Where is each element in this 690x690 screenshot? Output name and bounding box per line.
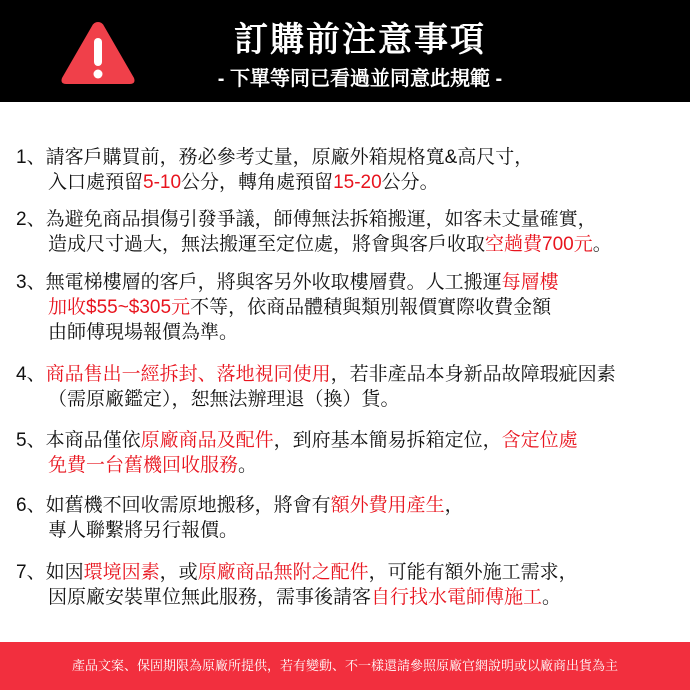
notice-text: 不等，依商品體積與類別報價實際收費金額 xyxy=(190,297,552,318)
notice-line xyxy=(16,145,533,170)
notice-item xyxy=(16,428,578,478)
notice-line xyxy=(16,560,578,585)
notice-text: ，若非產品本身新品故障瑕疵因素 xyxy=(330,364,616,385)
notice-text: （需原廠鑑定），恕無法辦理退（換）貨。 xyxy=(48,389,400,410)
notice-line xyxy=(16,585,578,610)
notice-header xyxy=(0,0,690,102)
highlight-text: 環境因素 xyxy=(83,562,160,583)
highlight-text: 含定位處 xyxy=(501,430,578,451)
notice-text: ， xyxy=(444,495,464,516)
notice-text: 1、請客戶購買前，務必參考丈量，原廠外箱規格寬&高尺寸， xyxy=(16,147,534,168)
notice-line xyxy=(16,493,464,518)
notice-line xyxy=(16,295,559,320)
highlight-text: 加收$55~$305元 xyxy=(48,297,191,318)
notice-text: ，到府基本簡易拆箱定位， xyxy=(273,430,502,451)
notice-text: ，可能有額外施工需求， xyxy=(368,562,578,583)
notice-line xyxy=(16,453,578,478)
notice-text: 公分。 xyxy=(381,172,439,193)
notice-text: 入口處預留 xyxy=(48,172,144,193)
notice-line xyxy=(16,207,612,232)
notice-line xyxy=(16,518,464,543)
notice-item xyxy=(16,270,559,345)
notice-line xyxy=(16,270,559,295)
notice-line xyxy=(16,320,559,345)
notice-text: 6、如舊機不回收需原地搬移，將會有 xyxy=(16,495,331,516)
notice-text: 2、為避免商品損傷引發爭議，師傅無法拆箱搬運，如客未丈量確實， xyxy=(16,209,597,230)
notice-text: 3、無電梯樓層的客戶，將與客另外收取樓層費。人工搬運 xyxy=(16,272,502,293)
notice-text: ，或 xyxy=(159,562,198,583)
highlight-text: 15-20 xyxy=(333,172,382,193)
notice-item xyxy=(16,493,464,543)
highlight-text: 自行找水電師傅施工 xyxy=(371,587,543,608)
notice-text: 5、本商品僅依 xyxy=(16,430,141,451)
notice-text: 。 xyxy=(542,587,562,608)
notice-item xyxy=(16,560,578,610)
notice-text: 因原廠安裝單位無此服務，需事後請客 xyxy=(48,587,372,608)
highlight-text: 免費一台舊機回收服務 xyxy=(48,455,239,476)
highlight-text: 每層樓 xyxy=(501,272,559,293)
notice-text: 。 xyxy=(592,234,612,255)
notice-line xyxy=(16,232,612,257)
notice-text: 專人聯繫將另行報價。 xyxy=(48,520,239,541)
notice-text: 造成尺寸過大，無法搬運至定位處，將會與客戶收取 xyxy=(48,234,486,255)
notice-text: 7、如因 xyxy=(16,562,84,583)
notice-item xyxy=(16,145,533,195)
notice-item xyxy=(16,207,612,257)
page-subtitle: - 下單等同已看過並同意此規範 - xyxy=(217,68,503,90)
notice-line xyxy=(16,428,578,453)
warning-triangle-icon xyxy=(58,18,138,88)
notice-text: 由師傅現場報價為準。 xyxy=(48,322,239,343)
highlight-text: 額外費用產生 xyxy=(330,495,445,516)
notice-line xyxy=(16,387,616,412)
page-title: 訂購前注意事項 xyxy=(234,21,486,59)
highlight-text: 原廠商品無附之配件 xyxy=(197,562,369,583)
footer-disclaimer: 產品文案、保固期限為原廠所提供，若有變動、不一樣還請參照原廠官網說明或以廠商出貨為主 xyxy=(0,642,690,690)
highlight-text: 空趟費700元 xyxy=(485,234,593,255)
highlight-text: 原廠商品及配件 xyxy=(140,430,274,451)
notice-text: 4、 xyxy=(16,364,46,385)
notice-item xyxy=(16,362,616,412)
highlight-text: 商品售出一經拆封、落地視同使用 xyxy=(45,364,331,385)
notice-text: 。 xyxy=(238,455,258,476)
highlight-text: 5-10 xyxy=(143,172,182,193)
notice-text: 公分，轉角處預留 xyxy=(181,172,334,193)
notice-line xyxy=(16,170,533,195)
notice-line xyxy=(16,362,616,387)
